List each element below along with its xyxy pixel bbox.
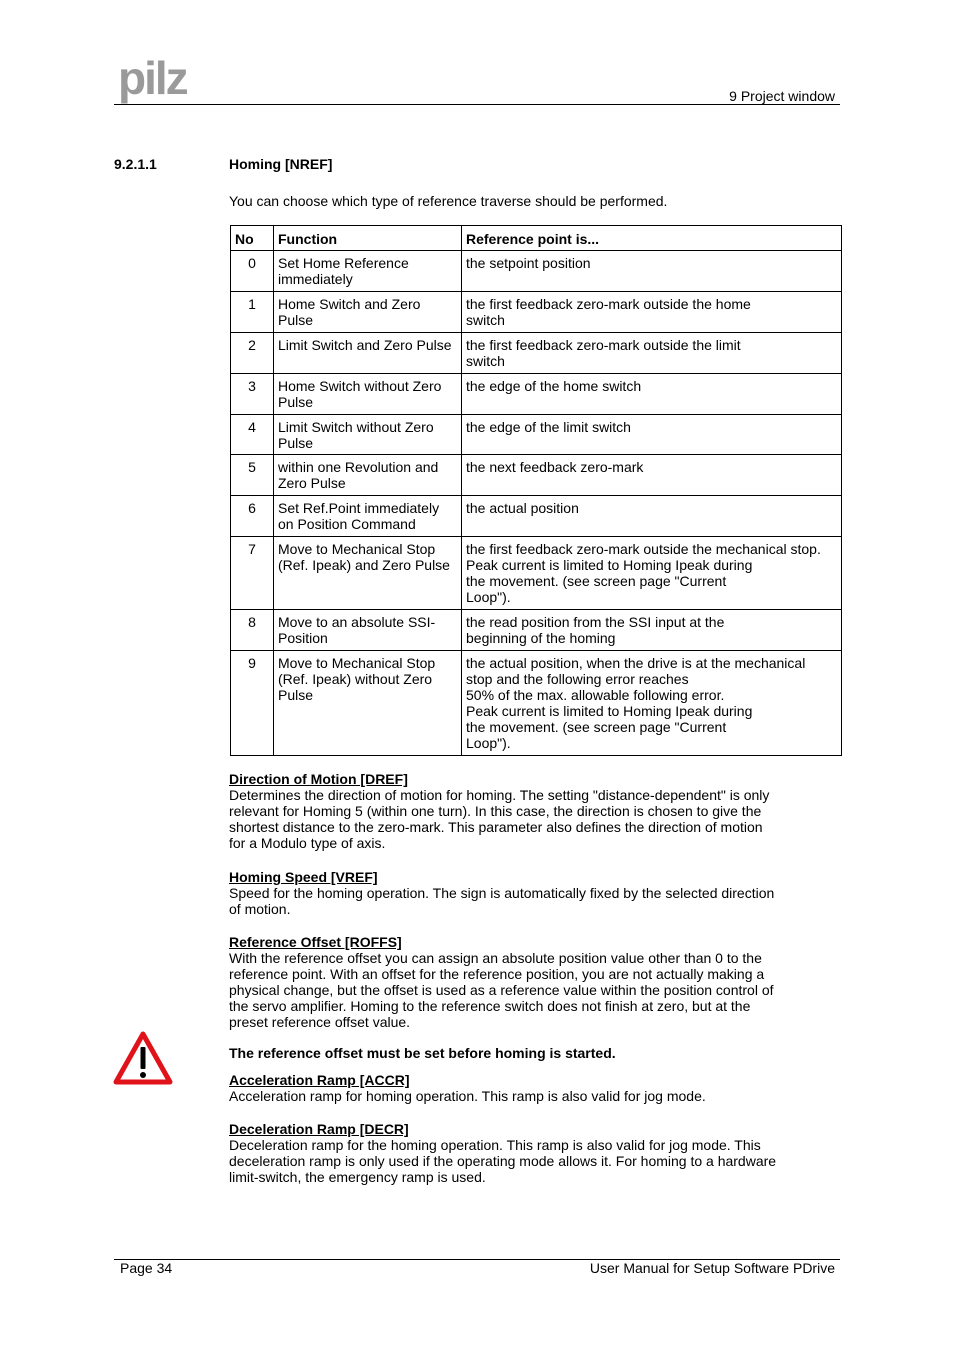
row-function: Move to an absolute SSI-Position — [274, 610, 462, 651]
table-row — [231, 651, 842, 756]
row-reference: the edge of the limit switch — [462, 415, 842, 455]
header-reference: Reference point is... — [462, 226, 842, 251]
param-decr-text: Deceleration ramp for the homing operation. This ramp is also valid for jog mode. This deceleration ramp is only used if the operating mode allows it. For homing to a hardware limit-switch, the emergency ramp is used. — [229, 1137, 777, 1185]
section-intro: You can choose which type of reference traverse should be performed. — [229, 193, 668, 209]
param-dref-text: Determines the direction of motion for homing. The setting "distance-dependent" is only relevant for Homing 5 (within one turn). In this case, the direction is chosen to give the shortest distance to the zero-mark. This parameter also defines the direction of motion for a Modulo type of axis. — [229, 787, 770, 851]
row-reference: the edge of the home switch — [462, 374, 842, 415]
param-accr — [229, 1072, 809, 1104]
table-row — [231, 251, 842, 292]
row-function: Set Home Reference immediately — [274, 251, 462, 292]
footer-page-number: Page 34 — [120, 1260, 173, 1276]
row-reference: the read position from the SSI input at the beginning of the homing — [462, 610, 842, 651]
table-header-row — [231, 226, 842, 251]
row-reference: the next feedback zero-mark — [462, 455, 842, 496]
row-reference: the actual position, when the drive is at the mechanical stop and the following error reaches 50% of the max. allowable following error. Peak current is limited to Homing Ipeak during the movement. (see screen page "Current Loop"). — [462, 651, 842, 756]
row-no: 3 — [231, 374, 274, 415]
row-no: 0 — [231, 251, 274, 292]
row-function: within one Revolution and Zero Pulse — [274, 455, 462, 496]
row-no: 6 — [231, 496, 274, 537]
row-reference: the first feedback zero-mark outside the mechanical stop. Peak current is limited to Homing Ipeak during the movement. (see screen page "Current Loop"). — [462, 537, 842, 610]
table-row — [231, 455, 842, 496]
row-reference: the setpoint position — [462, 251, 842, 292]
svg-text:pilz: pilz — [118, 56, 187, 104]
row-function: Move to Mechanical Stop (Ref. Ipeak) and Zero Pulse — [274, 537, 462, 610]
row-no: 5 — [231, 455, 274, 496]
warning-text: The reference offset must be set before homing is started. — [229, 1045, 616, 1061]
row-no: 7 — [231, 537, 274, 610]
header-no: No — [231, 226, 274, 251]
row-reference: the first feedback zero-mark outside the limit switch — [462, 333, 842, 374]
section-number: 9.2.1.1 — [114, 156, 157, 172]
row-function: Limit Switch without Zero Pulse — [274, 415, 462, 455]
param-vref — [229, 869, 809, 917]
footer-document-title: User Manual for Setup Software PDrive — [589, 1260, 835, 1276]
row-function: Limit Switch and Zero Pulse — [274, 333, 462, 374]
param-vref-text: Speed for the homing operation. The sign is automatically fixed by the selected direction of motion. — [229, 885, 775, 917]
table-body — [231, 251, 842, 756]
pilz-logo — [118, 56, 200, 104]
param-vref-title: Homing Speed [VREF] — [229, 869, 378, 885]
header-section-title: 9 Project window — [729, 88, 835, 104]
param-decr — [229, 1121, 809, 1185]
table-row — [231, 610, 842, 651]
warning-icon — [112, 1030, 174, 1086]
row-no: 2 — [231, 333, 274, 374]
row-no: 4 — [231, 415, 274, 455]
table-row — [231, 374, 842, 415]
param-roffs-text: With the reference offset you can assign an absolute position value other than 0 to the reference point. With an offset for the reference position, you are not actually making a physical change, but the offset is used as a reference value within the position control of the servo amplifier. Homing to the reference switch does not finish at zero, but at the preset reference offset value. — [229, 950, 774, 1030]
param-roffs — [229, 934, 809, 1030]
header-function: Function — [274, 226, 462, 251]
row-function: Move to Mechanical Stop (Ref. Ipeak) without Zero Pulse — [274, 651, 462, 756]
param-dref — [229, 771, 809, 851]
param-dref-title: Direction of Motion [DREF] — [229, 771, 408, 787]
row-no: 9 — [231, 651, 274, 756]
table-row — [231, 333, 842, 374]
param-decr-title: Deceleration Ramp [DECR] — [229, 1121, 409, 1137]
section-title: Homing [NREF] — [229, 156, 333, 172]
row-reference: the actual position — [462, 496, 842, 537]
table-row — [231, 415, 842, 455]
row-function: Home Switch without Zero Pulse — [274, 374, 462, 415]
homing-types-table — [230, 225, 842, 756]
header-rule — [114, 104, 840, 105]
param-accr-title: Acceleration Ramp [ACCR] — [229, 1072, 410, 1088]
row-no: 1 — [231, 292, 274, 333]
param-accr-text: Acceleration ramp for homing operation. This ramp is also valid for jog mode. — [229, 1088, 706, 1104]
row-function: Home Switch and Zero Pulse — [274, 292, 462, 333]
row-no: 8 — [231, 610, 274, 651]
table-row — [231, 537, 842, 610]
param-roffs-title: Reference Offset [ROFFS] — [229, 934, 402, 950]
table-row — [231, 496, 842, 537]
table-row — [231, 292, 842, 333]
row-function: Set Ref.Point immediately on Position Command — [274, 496, 462, 537]
row-reference: the first feedback zero-mark outside the home switch — [462, 292, 842, 333]
